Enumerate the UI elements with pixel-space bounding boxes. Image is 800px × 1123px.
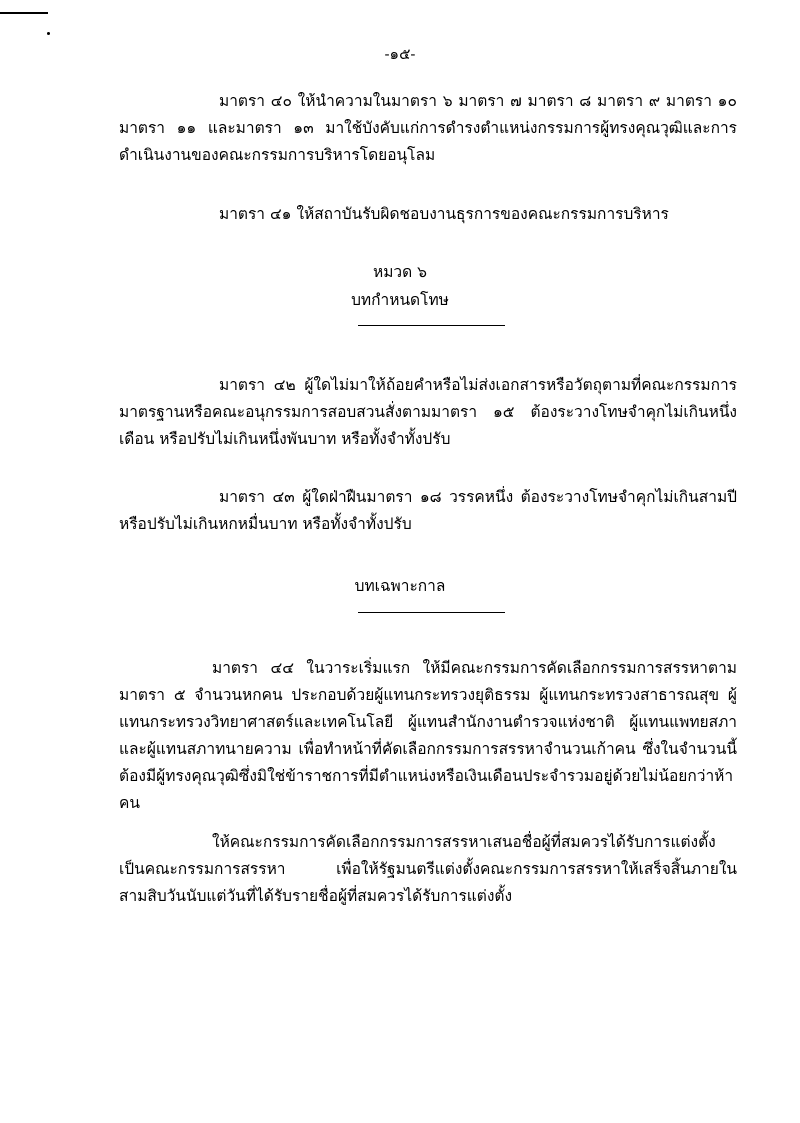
section-43: มาตรา ๔๓ ผู้ใดฝ่าฝืนมาตรา ๑๘ วรรคหนึ่ง ต้องระวางโทษจำคุกไม่เกินสามปี หรือปรับไม่เกินหกหมื่นบาท หรือทั้งจำทั้งปรับ: [119, 488, 737, 533]
section-44-paragraph-2: ให้คณะกรรมการคัดเลือกกรรมการสรรหาเสนอชื่อผู้ที่สมควรได้รับการแต่งตั้งเป็นคณะกรรมการสรรหา เพื่อให้รัฐมนตรีแต่งตั้งคณะกรรมการสรรหาให้เสร็จสิ้นภายในสามสิบวันนับแต่วันที่ได้รับรายชื่อผู้ที่สมควรได้รับการแต่งตั้ง: [119, 833, 737, 905]
corner-rule: [0, 12, 48, 14]
corner-dot: [47, 32, 50, 35]
chapter-number: หมวด ๖: [373, 263, 427, 281]
section-42: มาตรา ๔๒ ผู้ใดไม่มาให้ถ้อยคำหรือไม่ส่งเอกสารหรือวัตถุตามที่คณะกรรมการมาตรฐานหรือคณะอนุกรรมการสอบสวนสั่งตามมาตรา ๑๕ ต้องระวางโทษจำคุกไม่เกินหนึ่งเดือน หรือปรับไม่เกินหนึ่งพันบาท หรือทั้งจำทั้งปรับ: [119, 376, 737, 448]
section-44-paragraph-1: มาตรา ๔๔ ในวาระเริ่มแรก ให้มีคณะกรรมการคัดเลือกกรรมการสรรหาตามมาตรา ๕ จำนวนหกคน ประกอบด้วยผู้แทนกระทรวงยุติธรรม ผู้แทนกระทรวงสาธารณสุข ผู้แทนกระทรวงวิทยาศาสตร์และเทคโนโลยี ผู้แทนสำนักงานตำรวจแห่งชาติ ผู้แทนแพทยสภา และผู้แทนสภาทนายความ เพื่อทำหน้าที่คัดเลือกกรรมการสรรหาจำนวนเก้าคน ซึ่งในจำนวนนี้ต้องมีผู้ทรงคุณวุฒิซึ่งมิใช่ข้าราชการที่มีตำแหน่งหรือเงินเดือนประจำรวมอยู่ด้วยไม่น้อยกว่าห้าคน: [119, 659, 737, 812]
section-41: มาตรา ๔๑ ให้สถาบันรับผิดชอบงานธุรการของคณะกรรมการบริหาร: [219, 205, 669, 223]
page-number: -๑๕-: [384, 45, 416, 63]
transitional-title: บทเฉพาะกาล: [354, 577, 446, 595]
chapter-title: บทกำหนดโทษ: [351, 291, 449, 309]
chapter-divider: [358, 325, 505, 326]
transitional-divider: [358, 612, 505, 613]
section-40: มาตรา ๔๐ ให้นำความในมาตรา ๖ มาตรา ๗ มาตรา ๘ มาตรา ๙ มาตรา ๑๐ มาตรา ๑๑ และมาตรา ๑๓ มาใช้บังคับแก่การดำรงตำแหน่งกรรมการผู้ทรงคุณวุฒิและการดำเนินงานของคณะกรรมการบริหารโดยอนุโลม: [119, 92, 737, 164]
